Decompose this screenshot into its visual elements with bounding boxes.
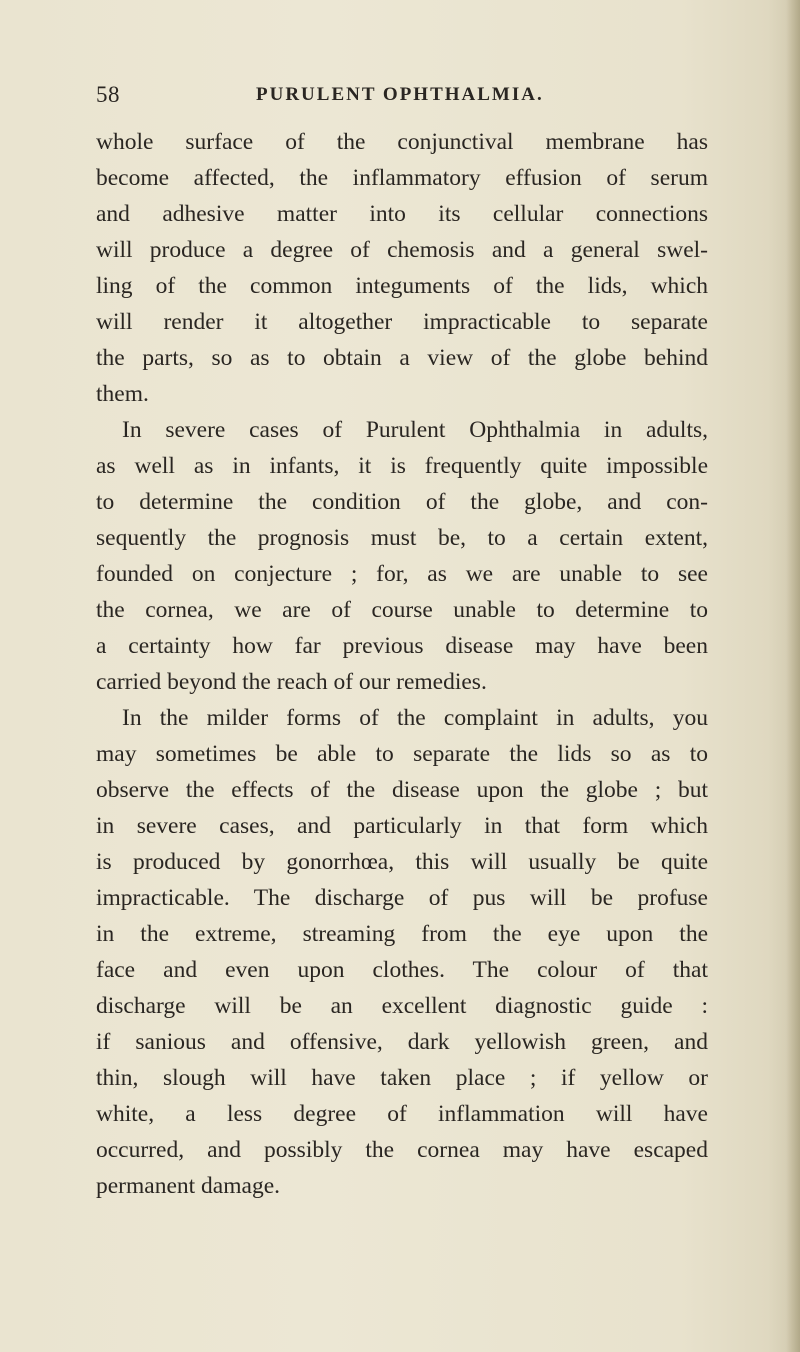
text-line: sequently the prognosis must be, to a certain extent, xyxy=(96,525,708,551)
text-line: in the extreme, streaming from the eye upon the xyxy=(96,921,708,947)
text-line: may sometimes be able to separate the lids so as to xyxy=(96,741,708,767)
text-line: ling of the common integuments of the lids, which xyxy=(96,273,708,299)
text-line: face and even upon clothes. The colour of that xyxy=(96,957,708,983)
text-line: In severe cases of Purulent Ophthalmia in adults, xyxy=(122,417,708,443)
text-line: the cornea, we are of course unable to determine to xyxy=(96,597,708,623)
body-text xyxy=(96,124,708,1204)
page-edge-shadow xyxy=(786,0,800,1352)
text-line: become affected, the inflammatory effusion of serum xyxy=(96,165,708,191)
text-line: white, a less degree of inflammation will have xyxy=(96,1101,708,1127)
text-line: thin, slough will have taken place ; if yellow or xyxy=(96,1065,708,1091)
text-line: if sanious and offensive, dark yellowish green, and xyxy=(96,1029,708,1055)
text-line: occurred, and possibly the cornea may have escaped xyxy=(96,1137,708,1163)
running-head: PURULENT OPHTHALMIA. xyxy=(256,84,544,105)
page-number: 58 xyxy=(96,82,120,107)
text-line: and adhesive matter into its cellular connections xyxy=(96,201,708,227)
text-line: the parts, so as to obtain a view of the globe behind xyxy=(96,345,708,371)
text-line: whole surface of the conjunctival membrane has xyxy=(96,129,708,155)
text-line: carried beyond the reach of our remedies. xyxy=(96,669,487,695)
text-line: observe the effects of the disease upon the globe ; but xyxy=(96,777,708,803)
text-line: founded on conjecture ; for, as we are unable to see xyxy=(96,561,708,587)
text-line: in severe cases, and particularly in that form which xyxy=(96,813,708,839)
text-line: as well as in infants, it is frequently quite impossible xyxy=(96,453,708,479)
text-line: discharge will be an excellent diagnostic guide : xyxy=(96,993,708,1019)
text-line: will render it altogether impracticable to separate xyxy=(96,309,708,335)
text-line: will produce a degree of chemosis and a general swel- xyxy=(96,237,708,263)
text-line: impracticable. The discharge of pus will be profuse xyxy=(96,885,708,911)
text-line: permanent damage. xyxy=(96,1173,280,1199)
text-line: them. xyxy=(96,381,149,407)
text-line: to determine the condition of the globe, and con- xyxy=(96,489,708,515)
text-line: a certainty how far previous disease may have been xyxy=(96,633,708,659)
page-header xyxy=(96,82,716,116)
text-line: In the milder forms of the complaint in adults, you xyxy=(122,705,708,731)
text-line: is produced by gonorrhœa, this will usually be quite xyxy=(96,849,708,875)
